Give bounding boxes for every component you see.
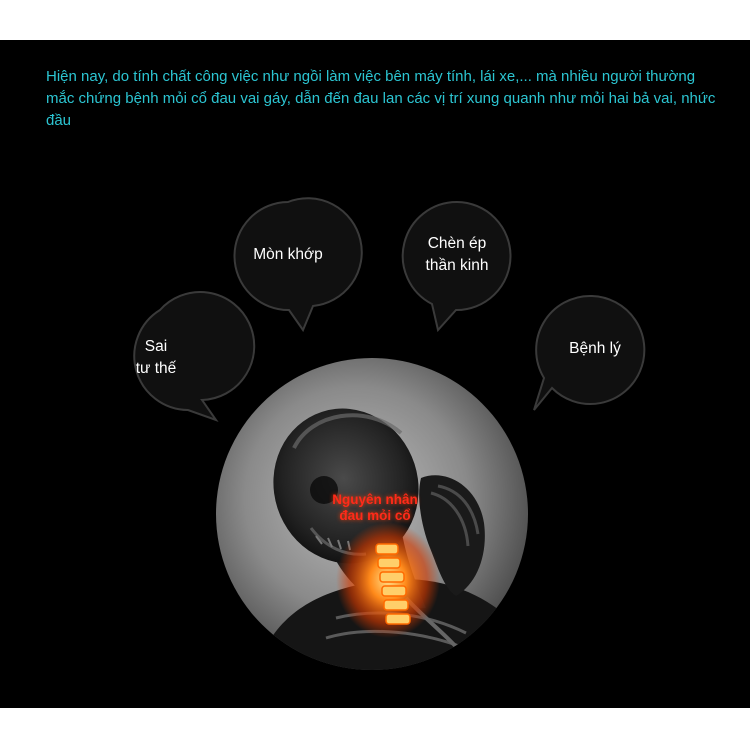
bubble-disease: [532, 294, 648, 410]
bubble-nerve-compression-label: Chèn ép thần kinh: [425, 235, 489, 274]
bubble-nerve-compression: [400, 200, 514, 332]
bubble-joint-wear: [231, 200, 345, 332]
bubble-disease-label: Bệnh lý: [569, 340, 621, 357]
intro-paragraph: Hiện nay, do tính chất công việc như ngồi làm việc bên máy tính, lái xe,... mà nhiều người thường mắc chứng bệnh mỏi cổ đau vai gáy, dẫn đến đau lan các vị trí xung quanh như mỏi hai bả vai, nhức đầu: [46, 68, 716, 129]
infographic-panel: [0, 40, 750, 708]
bubble-posture-label: Sai tư thế: [135, 338, 177, 377]
neck-pain-cause-caption: Nguyên nhân đau mỏi cổ: [332, 492, 418, 523]
bubble-posture: [104, 308, 216, 420]
bubble-joint-wear-label: Mòn khớp: [253, 246, 323, 263]
